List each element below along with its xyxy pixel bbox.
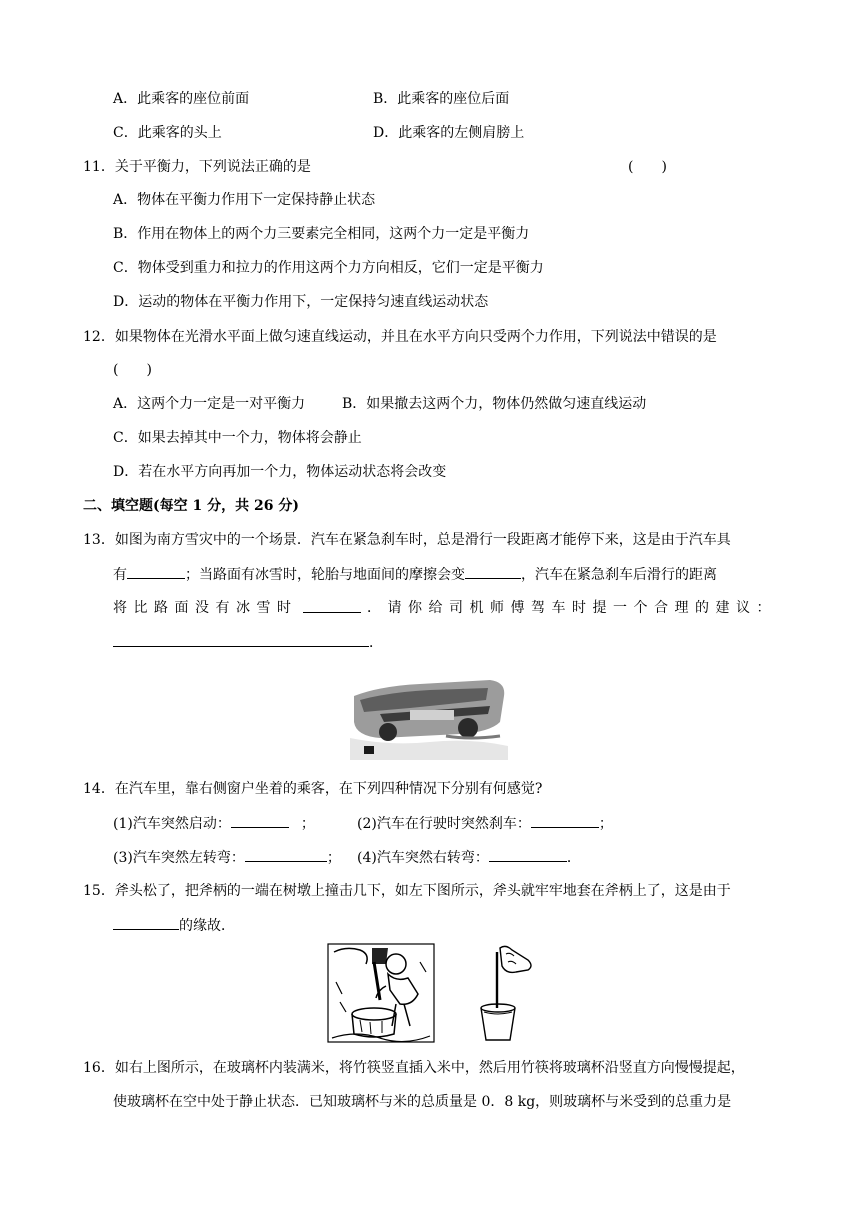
q13-line-2 (113, 564, 717, 585)
q16-line-1: 16．如右上图所示，在玻璃杯内装满米，将竹筷竖直插入米中，然后用竹筷将玻璃杯沿竖直方向慢慢提起， (83, 1060, 745, 1076)
q11-option-b: B．作用在物体上的两个力三要素完全相同，这两个力一定是平衡力 (113, 226, 530, 242)
q13-line-4 (113, 632, 383, 653)
q13-blank-1[interactable] (127, 564, 185, 579)
q13-line-1: 13．如图为南方雪灾中的一个场景．汽车在紧急刹车时，总是滑行一段距离才能停下来，这是由于汽车具 (83, 532, 731, 548)
q12-option-b: B．如果撤去这两个力，物体仍然做匀速直线运动 (342, 396, 647, 412)
q16-line-2: 使玻璃杯在空中处于静止状态．已知玻璃杯与米的总质量是 0．8 kg，则玻璃杯与米受到的总重力是 (113, 1094, 732, 1110)
q10-option-b: B．此乘客的座位后面 (373, 91, 510, 107)
q14-item-3 (113, 847, 341, 868)
q14-item-4 (357, 847, 581, 868)
q15-line-1: 15．斧头松了，把斧柄的一端在树墩上撞击几下，如左下图所示，斧头就牢牢地套在斧柄上了，这是由于 (83, 883, 731, 899)
q11-answer-paren: ( ) (628, 159, 667, 175)
chopstick-cup-illustration (470, 942, 536, 1044)
q12-answer-paren: ( ) (113, 362, 152, 378)
q14-item-2-end: ； (598, 816, 613, 832)
q11-option-c: C．物体受到重力和拉力的作用这两个力方向相反，它们一定是平衡力 (113, 260, 544, 276)
q14-item-3-label: (3)汽车突然左转弯： (113, 850, 245, 866)
q14-stem: 14．在汽车里，靠右侧窗户坐着的乘客，在下列四种情况下分别有何感觉? (83, 781, 543, 797)
q14-item-4-label: (4)汽车突然右转弯： (357, 850, 489, 866)
q15-line-2 (113, 915, 235, 936)
q11-option-a: A．物体在平衡力作用下一定保持静止状态 (113, 192, 376, 208)
q14-item-2 (357, 813, 613, 834)
q14-blank-1[interactable] (231, 813, 289, 828)
q14-blank-3[interactable] (245, 847, 327, 862)
q14-blank-2[interactable] (531, 813, 599, 828)
axe-stump-illustration (326, 942, 436, 1044)
q14-item-1-end: ； (300, 816, 315, 832)
q13-blank-4[interactable] (113, 632, 369, 647)
q15-line-2-text: 的缘故． (179, 918, 235, 934)
q14-blank-4[interactable] (489, 847, 567, 862)
q12-stem: 12．如果物体在光滑水平面上做匀速直线运动，并且在水平方向只受两个力作用，下列说法中错误的是 (83, 329, 717, 345)
q13-blank-3[interactable] (303, 598, 361, 613)
q10-option-c: C．此乘客的头上 (113, 125, 222, 141)
q12-option-d: D．若在水平方向再加一个力，物体运动状态将会改变 (113, 464, 447, 480)
q13-line-3 (113, 598, 777, 618)
q14-item-1-label: (1)汽车突然启动： (113, 816, 231, 832)
q13-text-d: 将比路面没有冰雪时 (113, 600, 298, 616)
q14-item-4-end: ． (566, 850, 581, 866)
q13-blank-2[interactable] (465, 564, 521, 579)
q13-text-c: ，汽车在紧急刹车后滑行的距离 (521, 567, 717, 583)
car-snow-photo (350, 666, 508, 760)
q14-item-1 (113, 813, 315, 834)
q13-text-e: ．请你给司机师傅驾车时提一个合理的建议： (367, 600, 777, 616)
q13-line-4-end: ． (369, 635, 383, 651)
q13-text-a: 有 (113, 567, 127, 583)
q10-option-a: A．此乘客的座位前面 (113, 91, 250, 107)
q11-stem: 11．关于平衡力，下列说法正确的是 (83, 159, 311, 175)
q14-item-3-end: ； (326, 850, 341, 866)
q15-blank-1[interactable] (113, 915, 179, 930)
q12-option-c: C．如果去掉其中一个力，物体将会静止 (113, 430, 362, 446)
q12-option-a: A．这两个力一定是一对平衡力 (113, 396, 306, 412)
section-heading-fill-blank: 二、填空题(每空 1 分，共 26 分) (83, 498, 299, 514)
q13-text-b: ；当路面有冰雪时，轮胎与地面间的摩擦会变 (185, 567, 465, 583)
q10-option-d: D．此乘客的左侧肩膀上 (373, 125, 525, 141)
q11-option-d: D．运动的物体在平衡力作用下，一定保持匀速直线运动状态 (113, 294, 489, 310)
q14-item-2-label: (2)汽车在行驶时突然刹车： (357, 816, 531, 832)
